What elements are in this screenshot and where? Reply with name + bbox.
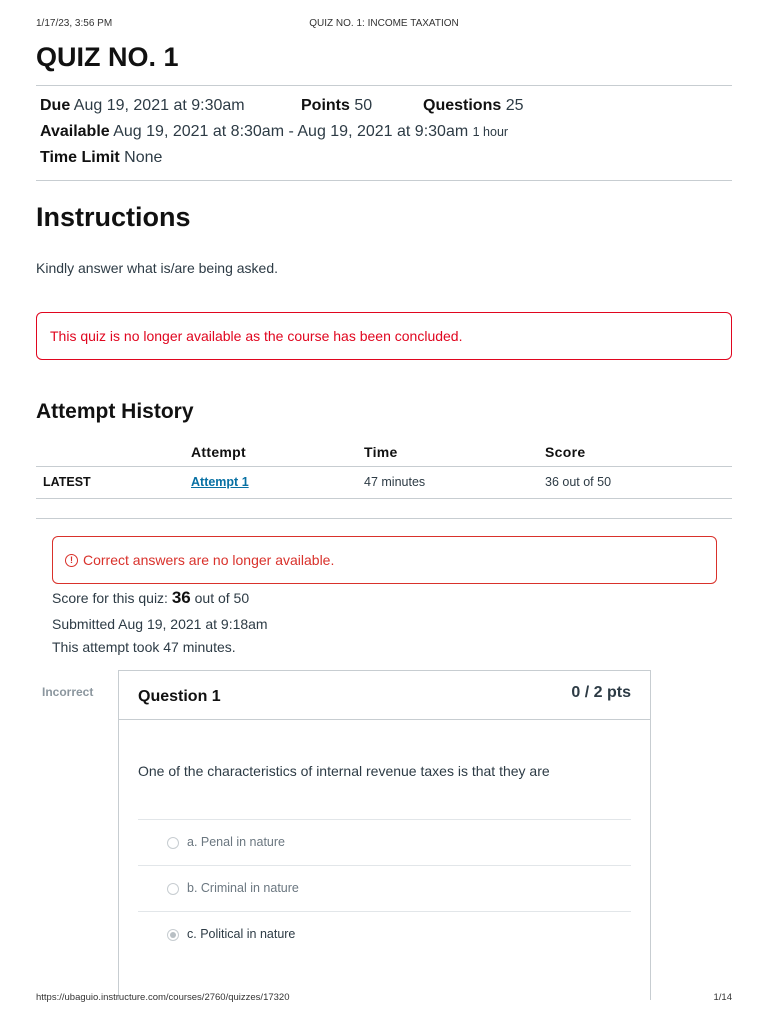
print-title: QUIZ NO. 1: INCOME TAXATION — [309, 18, 459, 29]
table-divider — [36, 466, 732, 467]
attempt-1-link[interactable]: Attempt 1 — [191, 475, 249, 489]
print-header — [36, 18, 732, 32]
available-detail — [40, 123, 508, 141]
page-title: QUIZ NO. 1 — [36, 42, 179, 72]
questions-label: Questions — [423, 97, 502, 114]
column-header-score: Score — [545, 444, 586, 460]
answer-label: a. Penal in nature — [187, 835, 285, 849]
instructions-text: Kindly answer what is/are being asked. — [36, 260, 279, 276]
warning-circle-icon: ! — [65, 554, 78, 567]
column-header-time: Time — [364, 444, 398, 460]
attempt-time: 47 minutes — [364, 475, 426, 489]
radio-icon[interactable] — [167, 837, 179, 849]
time-limit-detail — [40, 149, 162, 167]
quiz-score — [52, 588, 249, 608]
time-limit-label: Time Limit — [40, 149, 120, 166]
course-concluded-text: This quiz is no longer available as the course has been concluded. — [50, 328, 463, 344]
questions-detail — [423, 97, 523, 115]
radio-icon[interactable] — [167, 883, 179, 895]
question-header — [119, 671, 650, 720]
answers-unavailable-alert — [52, 536, 717, 584]
due-value: Aug 19, 2021 at 9:30am — [73, 97, 245, 114]
score-total: out of 50 — [194, 590, 250, 606]
answers-unavailable-text: Correct answers are no longer available. — [83, 552, 335, 568]
instructions-heading: Instructions — [36, 202, 191, 232]
points-detail — [301, 97, 372, 115]
table-divider — [36, 498, 732, 499]
points-label: Points — [301, 97, 350, 114]
question-text: One of the characteristics of internal revenue taxes is that they are — [138, 763, 550, 779]
divider — [36, 518, 732, 519]
available-value: Aug 19, 2021 at 8:30am - Aug 19, 2021 at 9:30am — [113, 123, 469, 140]
available-duration: 1 hour — [472, 125, 509, 139]
print-page-number: 1/14 — [713, 992, 732, 1003]
answer-label: c. Political in nature — [187, 927, 296, 941]
quiz-details-row-1 — [40, 97, 245, 115]
answer-option[interactable] — [138, 819, 631, 865]
submitted-time: Submitted Aug 19, 2021 at 9:18am — [52, 616, 268, 632]
divider — [36, 85, 732, 86]
divider — [36, 180, 732, 181]
course-concluded-alert — [36, 312, 732, 360]
available-label: Available — [40, 123, 110, 140]
answer-label: b. Criminal in nature — [187, 881, 299, 895]
points-value: 50 — [354, 97, 373, 114]
question-title: Question 1 — [138, 688, 221, 705]
print-footer — [36, 992, 732, 1006]
due-label: Due — [40, 97, 71, 114]
score-value: 36 — [171, 588, 191, 607]
question-status: Incorrect — [42, 685, 94, 699]
question-points: 0 / 2 pts — [571, 684, 631, 701]
answer-option[interactable] — [138, 865, 631, 911]
radio-selected-icon[interactable] — [167, 929, 179, 941]
score-label: Score for this quiz: — [52, 590, 168, 606]
print-url: https://ubaguio.instructure.com/courses/2760/quizzes/17320 — [36, 992, 290, 1003]
attempt-history-heading: Attempt History — [36, 400, 194, 423]
attempt-duration: This attempt took 47 minutes. — [52, 639, 236, 655]
print-date: 1/17/23, 3:56 PM — [36, 18, 113, 29]
question-card — [118, 670, 651, 1000]
column-header-attempt: Attempt — [191, 444, 246, 460]
time-limit-value: None — [124, 149, 163, 166]
table-row-label: LATEST — [43, 475, 91, 489]
attempt-score: 36 out of 50 — [545, 475, 612, 489]
answer-option-selected[interactable] — [138, 911, 631, 957]
questions-value: 25 — [505, 97, 524, 114]
